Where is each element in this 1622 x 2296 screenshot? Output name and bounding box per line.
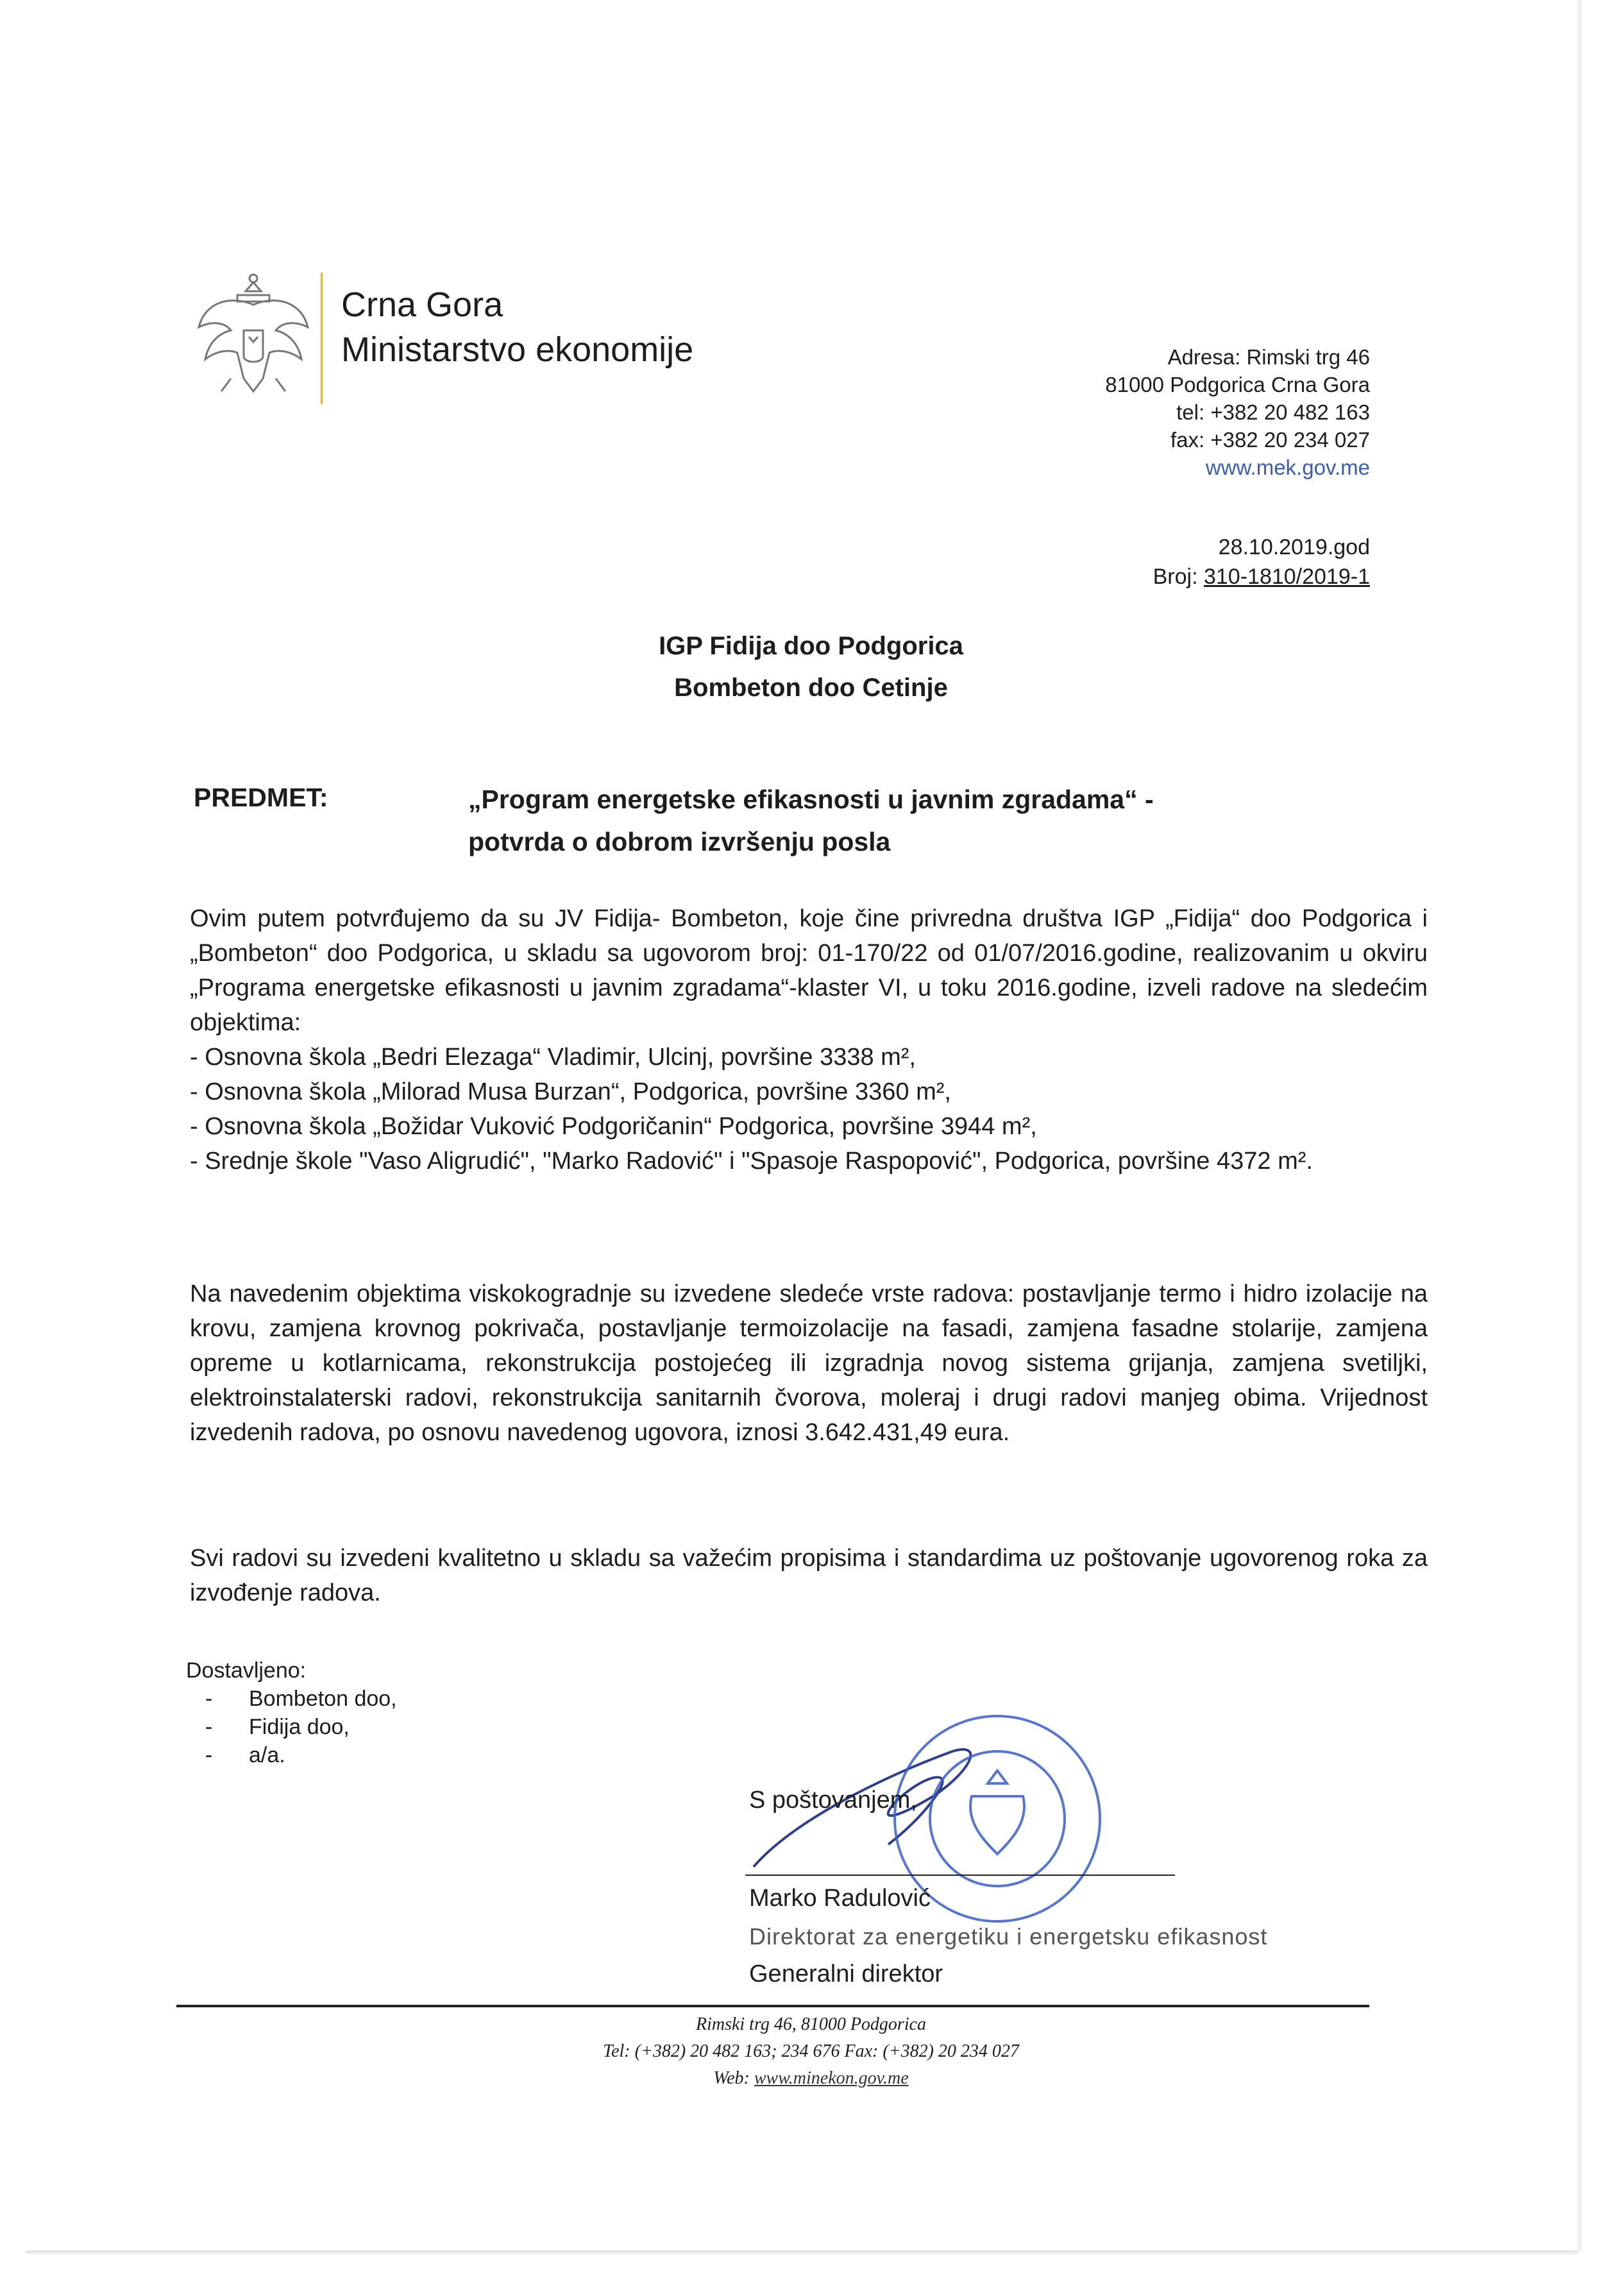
paragraph-text: Svi radovi su izvedeni kvalitetno u skladu sa važećim propisima i standardima uz poštovanje ugovorenog roka za izvođenje radova. [190,1545,1428,1606]
footer [0,2011,1622,2092]
distribution-list [186,1656,397,1769]
document-number-label: Broj: [1153,565,1198,589]
scan-edge [1576,0,1583,2252]
footer-divider [176,2005,1369,2007]
subject-line: potvrda o dobrom izvršenju posla [468,827,891,856]
address-city: 81000 Podgorica Crna Gora [1105,373,1370,396]
list-item: - Srednje škole "Vaso Aligrudić", "Marko Radović" i "Spasoje Raspopović", Podgorica, površine 4372 m². [190,1148,1313,1175]
paragraph-text: Na navedenim objektima viskokogradnje su izvedene sledeće vrste radova: postavljanje termo i hidro izolacije na krovu, zamjena krovnog pokrivača, postavljanje termoizolacije na fasadi, zamjena fasadne stolarije, zamjena opreme u kotlarnicama, rekonstrukcija postojećeg ili izgradnja novog sistema grijanja, zamjena svetiljki, elektroinstalaterski radovi, rekonstrukcija sanitarnih čvorova, moleraj i drugi radovi manjeg obima. Vrijednost izvedenih radova, po osnovu navedenog ugovora, iznosi 3.642.431,49 eura. [190,1280,1428,1446]
date-block [1153,532,1370,591]
document-date: 28.10.2019.god [1218,535,1370,559]
list-item: - Osnovna škola „Bedri Elezaga“ Vladimir, Ulcinj, površine 3338 m², [190,1044,917,1071]
ministry-name: Ministarstvo ekonomije [341,330,694,369]
scan-edge [26,2250,1578,2256]
signatory-department: Direktorat za energetiku i energetsku efikasnost [749,1923,1268,1950]
paragraph-text: Ovim putem potvrđujemo da su JV Fidija- Bombeton, koje čine privredna društva IGP „Fidija“ doo Podgorica i „Bombeton“ doo Podgorica, u skladu sa ugovorom broj: 01-170/22 od 01/07/2016.godine, realizovanim u okviru „Programa energetske efikasnosti u javnim zgradama“-klaster VI, u toku 2016.godine, izveli radove na sledećim objektima: [190,905,1428,1036]
address-tel: tel: +382 20 482 163 [1176,400,1370,424]
body-paragraph [190,901,1428,1178]
footer-address: Rimski trg 46, 81000 Podgorica [695,2014,927,2034]
ministry-header [341,282,693,372]
address-web: www.mek.gov.me [1205,455,1370,479]
country-name: Crna Gora [341,285,503,324]
footer-web-label: Web: [713,2068,750,2088]
signatory-name: Marko Radulović [749,1885,931,1912]
subject-label: PREDMET: [194,783,328,812]
footer-web [0,2065,1622,2092]
document-number [1153,562,1370,591]
footer-phone: Tel: (+382) 20 482 163; 234 676 Fax: (+382) 20 234 027 [603,2041,1019,2061]
list-item: - Osnovna škola „Božidar Vuković Podgoričanin“ Podgorica, površine 3944 m², [190,1113,1037,1140]
address-line: Adresa: Rimski trg 46 [1167,345,1370,369]
signature-greeting: S poštovanjem, [749,1787,917,1814]
signatory-title: Generalni direktor [749,1960,943,1987]
list-item: - Bombeton doo, [205,1687,397,1711]
list-item: - Osnovna škola „Milorad Musa Burzan“, Podgorica, površine 3360 m², [190,1078,951,1105]
distribution-label: Dostavljeno: [186,1658,307,1683]
subject-line: „Program energetske efikasnosti u javnim zgradama“ - [468,785,1154,814]
address-block [1105,343,1370,481]
header-divider [321,273,323,404]
document-number-value: 310-1810/2019-1 [1203,565,1370,589]
body-paragraph [190,1541,1428,1610]
address-fax: fax: +382 20 234 027 [1170,428,1370,452]
coat-of-arms-icon [192,269,314,404]
signature-line [745,1875,1175,1876]
recipients [0,625,1622,709]
list-item: - a/a. [205,1743,285,1767]
recipient: IGP Fidija doo Podgorica [659,632,963,660]
body-paragraph [190,1277,1428,1450]
list-item: - Fidija doo, [205,1715,350,1739]
subject-text [468,778,1366,863]
recipient: Bombeton doo Cetinje [674,674,948,702]
footer-web-link[interactable]: www.minekon.gov.me [754,2068,909,2088]
